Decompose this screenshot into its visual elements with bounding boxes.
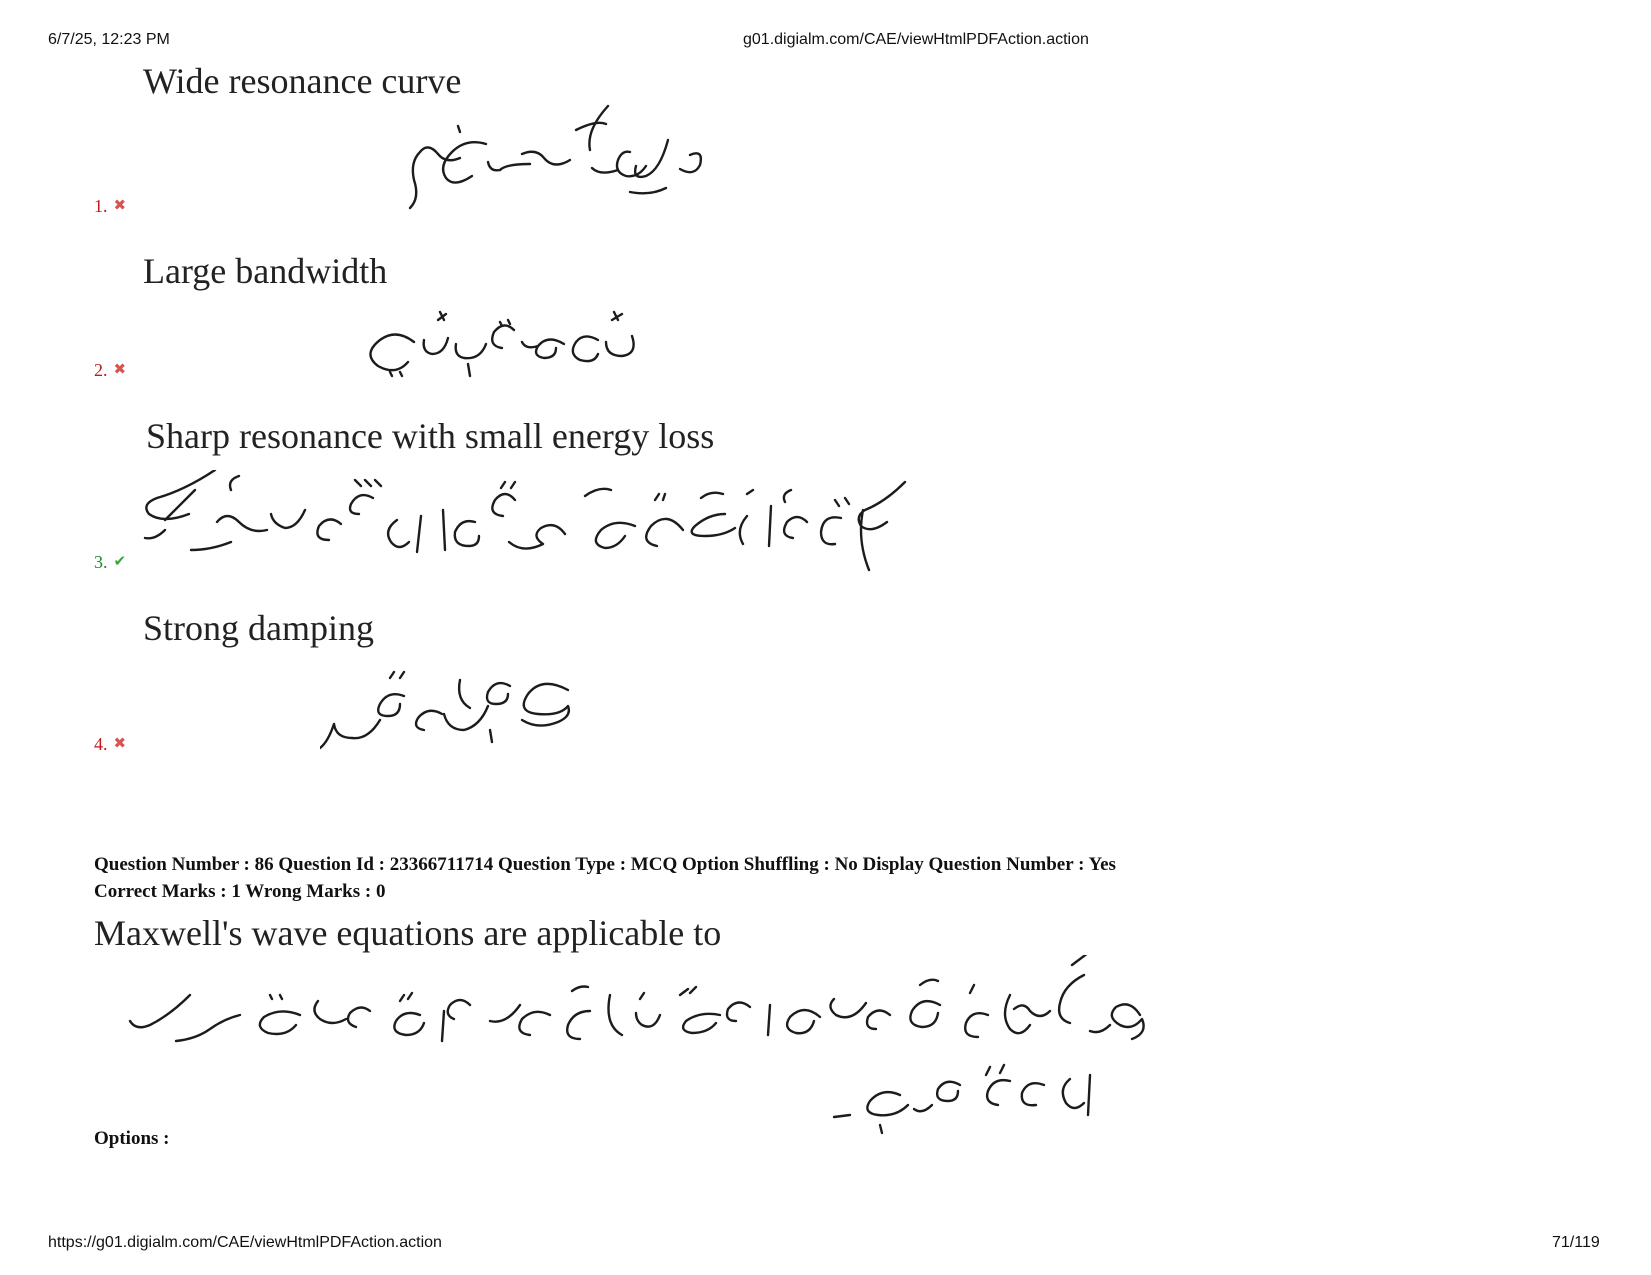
option-1-number-label: 1. <box>94 196 108 216</box>
option-1-urdu-handwriting <box>400 100 730 220</box>
option-1-number <box>94 196 126 217</box>
option-4-english: Strong damping <box>143 608 374 648</box>
option-2-urdu-handwriting <box>350 300 670 400</box>
option-4-number <box>94 734 126 755</box>
check-icon: ✔ <box>113 552 127 570</box>
option-2-english: Large bandwidth <box>143 251 388 291</box>
page-number: 71/119 <box>1552 1234 1600 1251</box>
option-2-number-label: 2. <box>94 360 108 380</box>
cross-icon: ✖ <box>113 734 127 752</box>
cross-icon: ✖ <box>113 196 127 214</box>
option-3-urdu-handwriting <box>135 470 935 590</box>
option-2-number <box>94 360 126 381</box>
option-4-number-label: 4. <box>94 734 108 754</box>
cross-icon: ✖ <box>113 360 127 378</box>
print-datetime: 6/7/25, 12:23 PM <box>48 31 170 48</box>
question-meta-line-1: Question Number : 86 Question Id : 23366711714 Question Type : MCQ Option Shuffling : No Display Question Number : Yes <box>94 854 1116 875</box>
print-url-header: g01.digialm.com/CAE/viewHtmlPDFAction.action <box>743 31 1089 48</box>
print-url-footer: https://g01.digialm.com/CAE/viewHtmlPDFAction.action <box>48 1234 442 1251</box>
option-3-english: Sharp resonance with small energy loss <box>146 416 715 456</box>
option-3-number-label: 3. <box>94 552 108 572</box>
options-label: Options : <box>94 1128 170 1149</box>
question-english: Maxwell's wave equations are applicable to <box>94 913 722 953</box>
option-1-english: Wide resonance curve <box>143 61 462 101</box>
question-urdu-handwriting <box>120 955 1180 1155</box>
option-3-number <box>94 552 126 573</box>
question-meta-line-2: Correct Marks : 1 Wrong Marks : 0 <box>94 881 386 902</box>
option-4-urdu-handwriting <box>320 670 590 780</box>
